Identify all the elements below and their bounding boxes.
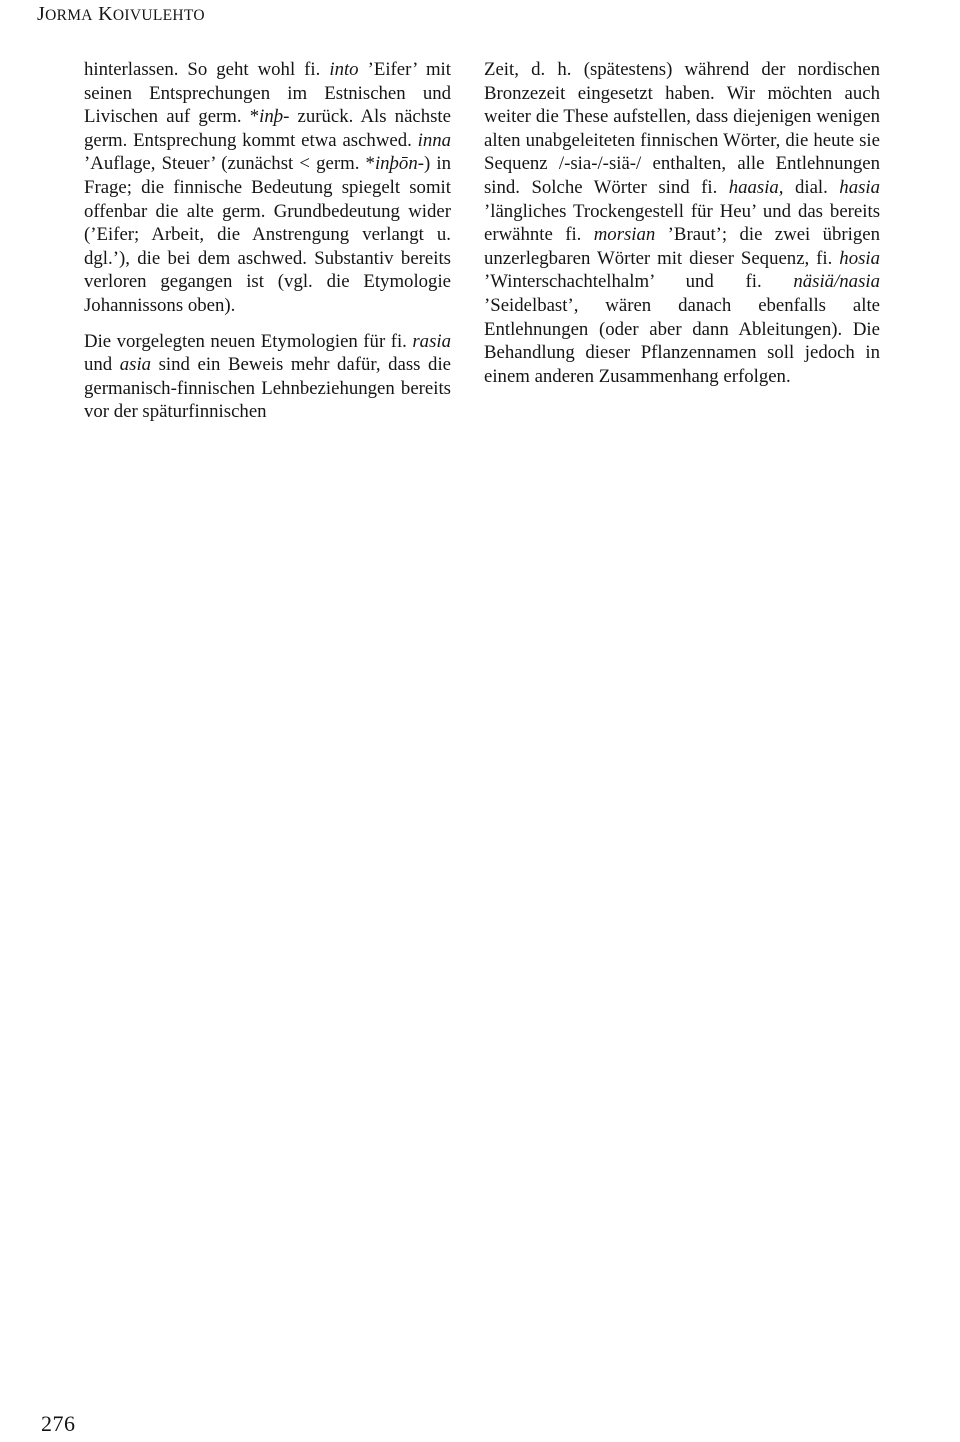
- running-head-author: [37, 3, 205, 26]
- text-run: und: [84, 354, 120, 376]
- right-text-column: [484, 58, 880, 388]
- text-run: Die vorgelegten neuen Etymologien für fi.: [84, 330, 413, 352]
- italic-term: näsiä/nasia: [793, 271, 880, 293]
- italic-term: hosia: [839, 247, 880, 269]
- author-first-initial: J: [37, 3, 46, 25]
- text-run: hinterlassen. So geht wohl fi.: [84, 59, 330, 80]
- page-number: 276: [41, 1411, 76, 1436]
- italic-term: asia: [119, 354, 152, 376]
- author-first-rest: ORMA: [45, 7, 93, 24]
- author-last-initial: K: [98, 3, 113, 25]
- text-run: ’Eifer’ mit seinen Entsprechungen im Estnischen und Livischen auf germ. *: [84, 59, 451, 128]
- italic-term: into: [329, 59, 359, 80]
- italic-term: inþ-: [259, 106, 290, 128]
- italic-term: rasia: [412, 330, 451, 352]
- right-paragraph-1: [484, 58, 880, 388]
- text-run: ’Auflage, Steuer’ (zunächst < germ. *: [84, 153, 375, 175]
- text-run: Zeit, d. h. (spätestens) während der nordischen Bronzezeit eingesetzt haben. Wir möchten auch weiter die These aufstellen, dass diejenigen wenigen alten unabgeleiteten finnischen Wörter, die heute sie Sequenz /-sia-/-siä-/ enthalten, alle Entlehnungen sind. Solche Wörter sind fi.: [484, 59, 880, 198]
- italic-term: inna: [417, 129, 451, 151]
- italic-term: hasia: [839, 176, 880, 198]
- author-last-rest: OIVULEHTO: [112, 7, 205, 24]
- text-run: dial.: [783, 176, 840, 198]
- text-run: ’Seidelbast’, wären danach ebenfalls alte Entlehnungen (oder aber dann Ableitungen). Die Behandlung dieser Pflanzennamen soll jedoch in einem anderen Zusammenhang erfolgen.: [484, 294, 880, 387]
- text-run: ) in Frage; die finnische Bedeutung spiegelt somit offenbar die alte germ. Grundbedeutung wider (’Eifer; Arbeit, die Anstrengung verlangt u. dgl.’), die bei dem aschwed. Substantiv bereits verloren gegangen ist (vgl. die Etymologie Johannissons oben).: [84, 153, 451, 316]
- text-run: zurück. Als nächste germ. Entsprechung kommt etwa aschwed.: [84, 106, 451, 151]
- text-run: ’längliches Trockengestell für Heu’ und das bereits erwähnte fi.: [484, 200, 880, 246]
- italic-term: haasia,: [728, 176, 784, 198]
- italic-term: inþōn-: [374, 153, 424, 175]
- left-paragraph-1: [84, 58, 451, 318]
- italic-term: morsian: [593, 224, 656, 246]
- text-run: ’Winterschachtelhalm’ und fi.: [484, 271, 794, 293]
- text-run: sind ein Beweis mehr dafür, dass die germanisch-finnischen Lehnbeziehungen bereits vor der späturfinnischen: [84, 354, 452, 423]
- left-paragraph-2: [84, 330, 451, 424]
- text-run: ’Braut’; die zwei übrigen unzerlegbaren Wörter mit dieser Sequenz, fi.: [484, 224, 880, 269]
- left-text-column: [84, 58, 451, 424]
